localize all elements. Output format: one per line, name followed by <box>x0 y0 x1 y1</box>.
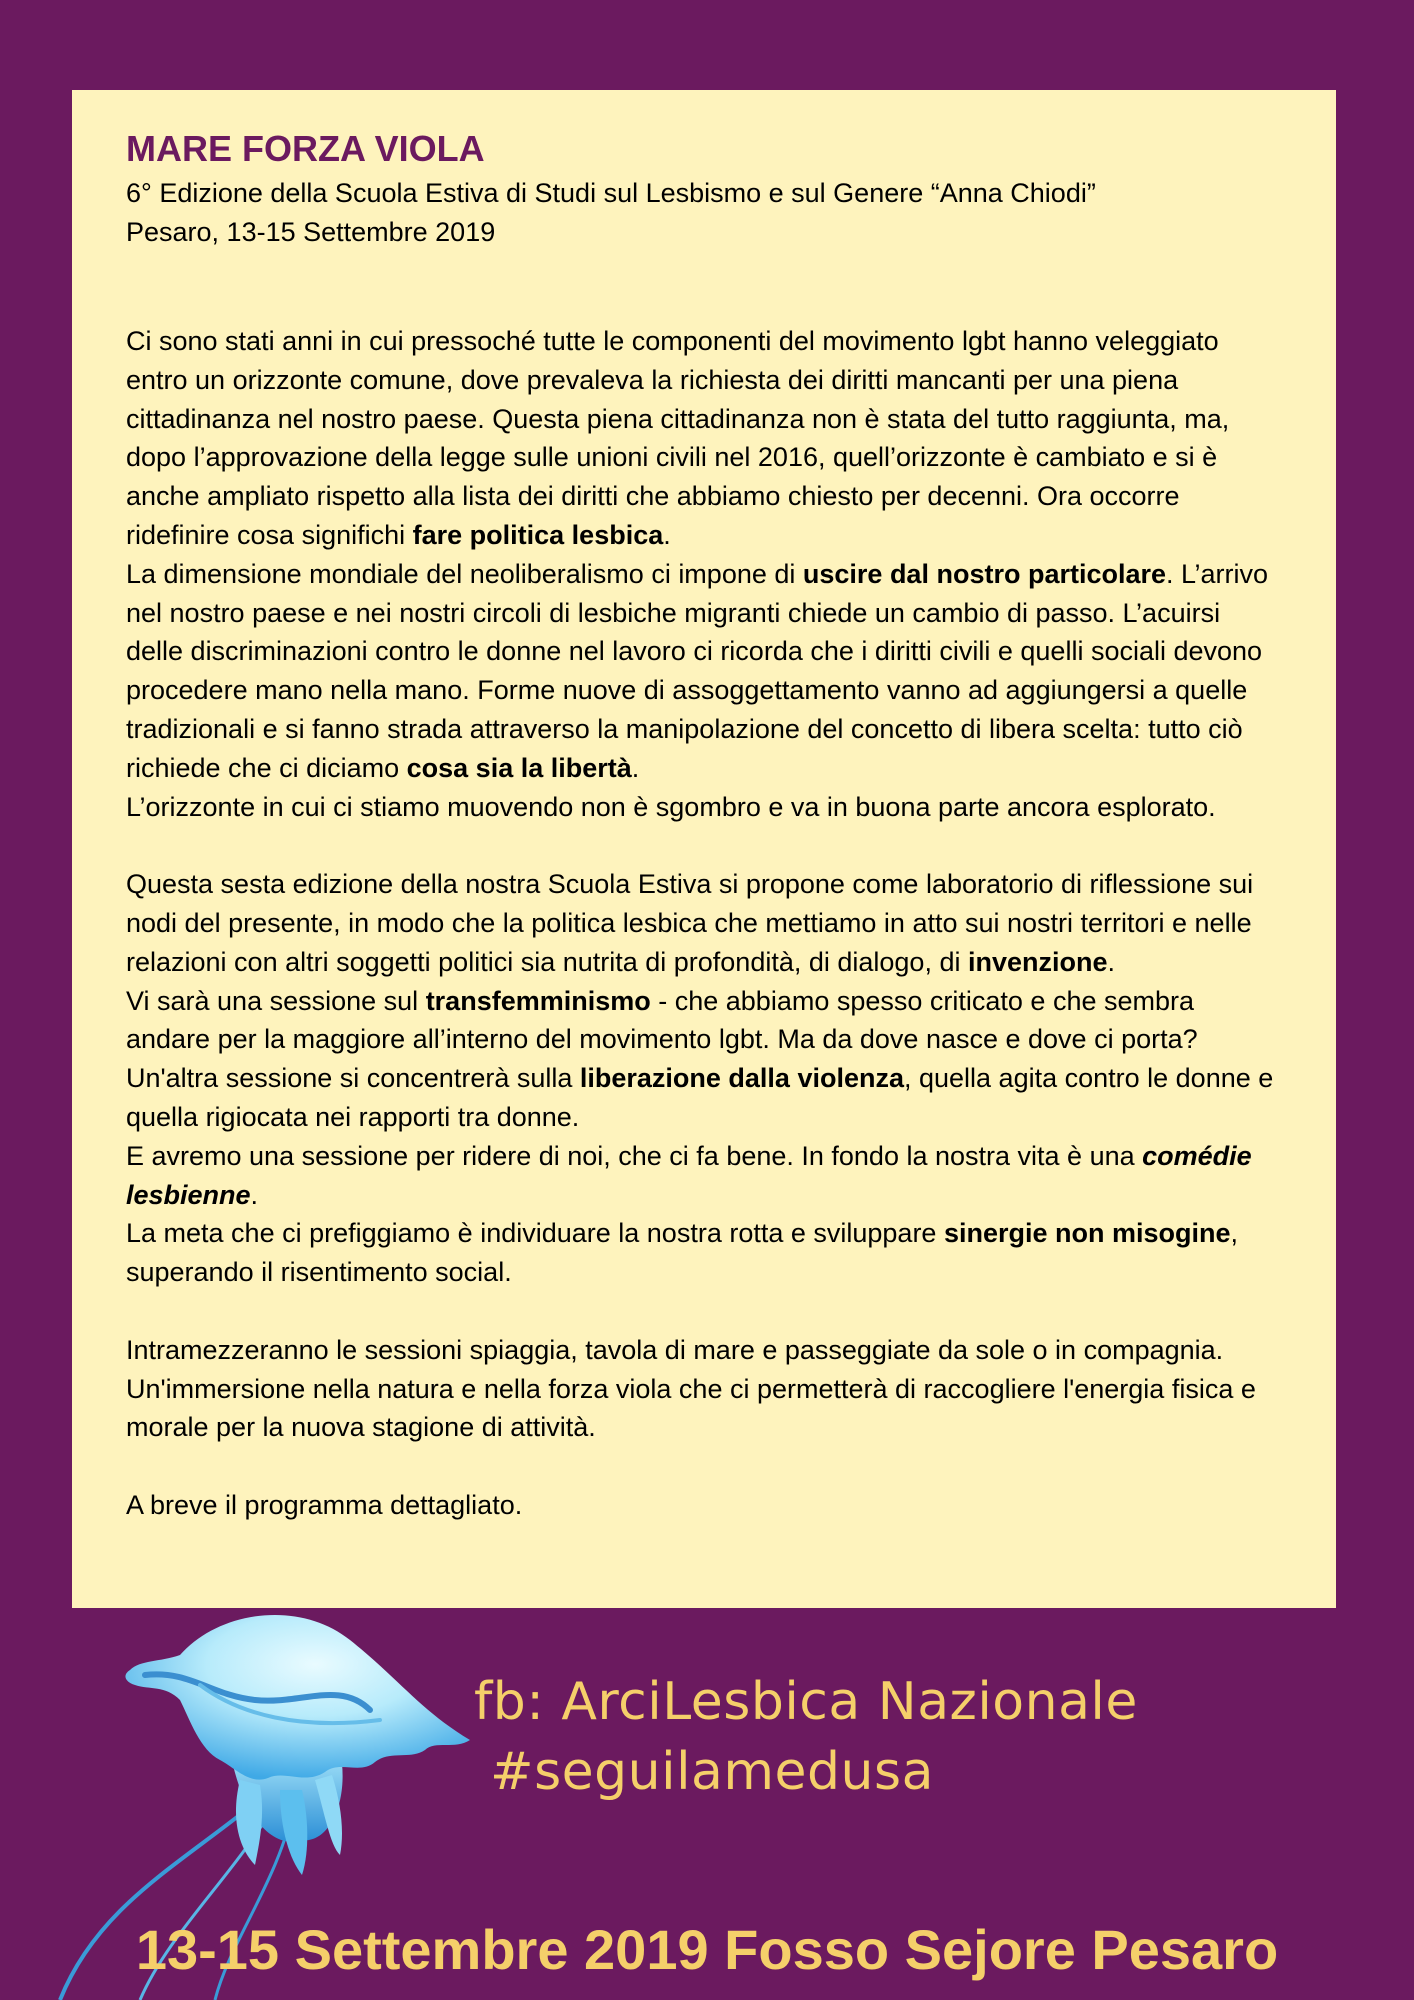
text-card <box>72 90 1336 1608</box>
emphasis: uscire dal nostro particolare <box>802 558 1167 589</box>
emphasis: cosa sia la libertà <box>406 752 632 783</box>
paragraph-1: Ci sono stati anni in cui pressoché tutte le componenti del movimento lgbt hanno veleggiato entro un orizzonte comune, dove prevaleva la richiesta dei diritti mancanti per una piena cittadinanza nel nostro paese. Questa piena cittadinanza non è stata del tutto raggiunta, ma, dopo l’approvazione della legge sulle unioni civili nel 2016, quell’orizzonte è cambiato e si è anche ampliato rispetto alla lista dei diritti che abbiamo chiesto per decenni. Ora occorre ridefinire cosa significhi fare politica lesbica. La dimensione mondiale del neoliberalismo ci impone di uscire dal nostro particolare. L’arrivo nel nostro paese e nei nostri circoli di lesbiche migranti chiede un cambio di passo. L’acuirsi delle discriminazioni contro le donne nel lavoro ci ricorda che i diritti civili e quelli sociali devono procedere mano nella mano. Forme nuove di assoggettamento vanno ad aggiungersi a quelle tradizionali e si fanno strada attraverso la manipolazione del concetto di libera scelta: tutto ciò richiede che ci diciamo cosa sia la libertà. L’orizzonte in cui ci stiamo muovendo non è sgombro e va in buona parte ancora esplorato. <box>126 326 1269 822</box>
edition-subtitle: 6° Edizione della Scuola Estiva di Studi sul Lesbismo e sul Genere “Anna Chiodi” <box>126 178 1096 208</box>
emphasis: liberazione dalla violenza <box>579 1063 904 1094</box>
paragraph-2: Questa sesta edizione della nostra Scuola Estiva si propone come laboratorio di riflessione sui nodi del presente, in modo che la politica lesbica che mettiamo in atto sui nostri territori e nelle relazioni con altri soggetti politici sia nutrita di profondità, di dialogo, di invenzione. Vi sarà una sessione sul transfemminismo - che abbiamo spesso criticato e che sembra andare per la maggiore all’interno del movimento lgbt. Ma da dove nasce e dove ci porta? Un'altra sessione si concentrerà sulla liberazione dalla violenza, quella agita contro le donne e quella rigiocata nei rapporti tra donne. E avremo una sessione per ridere di noi, che ci fa bene. In fondo la nostra vita è una comédie lesbienne. La meta che ci prefiggiamo è individuare la nostra rotta e sviluppare sinergie non misogine, superando il risentimento social. <box>126 869 1274 1288</box>
emphasis: invenzione <box>967 946 1108 977</box>
paragraph-4: A breve il programma dettagliato. <box>126 1489 523 1520</box>
facebook-handle: fb: ArciLesbica Nazionale <box>474 1672 1138 1732</box>
place-date: Pesaro, 13-15 Settembre 2019 <box>126 217 496 247</box>
emphasis-italic: comédie lesbienne <box>126 1140 1252 1210</box>
paragraph-3: Intramezzeranno le sessioni spiaggia, tavola di mare e passeggiate da sole o in compagnia. Un'immersione nella natura e nella forza viola che ci permetterà di raccogliere l'energia fisica e morale per la nuova stagione di attività. <box>126 1334 1256 1443</box>
emphasis: transfemminismo <box>425 985 651 1016</box>
page-title: MARE FORZA VIOLA <box>126 128 485 169</box>
event-date-location: 13-15 Settembre 2019 Fosso Sejore Pesaro <box>135 1918 1279 1981</box>
emphasis: fare politica lesbica <box>412 519 664 550</box>
hashtag: #seguilamedusa <box>490 1742 934 1802</box>
body-text <box>126 322 1282 1525</box>
emphasis: sinergie non misogine <box>943 1218 1231 1249</box>
